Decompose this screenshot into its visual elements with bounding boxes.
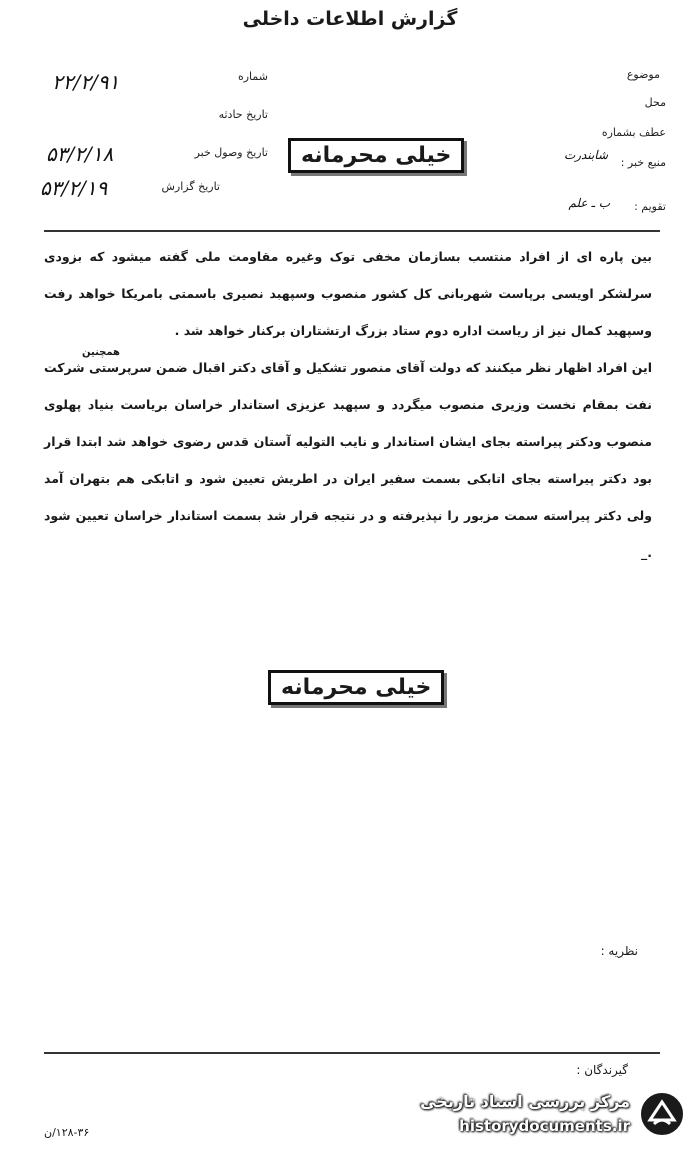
confidential-stamp-top: خیلی محرمانه [288, 138, 464, 173]
report-date-label: تاریخ گزارش [161, 180, 220, 193]
watermark-title: مرکز بررسی اسناد تاریخی [420, 1092, 630, 1111]
footer-code: ۱۲۸-۳۶/ن [44, 1126, 90, 1139]
header-divider [44, 230, 660, 232]
number-value: ۲۲/۲/۹۱ [52, 70, 120, 94]
evaluation-label: تقویم : [634, 200, 666, 213]
watermark [392, 1086, 692, 1144]
archive-logo-icon [638, 1090, 686, 1138]
subject-label: موضوع [626, 68, 660, 81]
report-date-value: ۵۳/۲/۱۹ [40, 176, 108, 200]
place-label: محل [644, 96, 666, 109]
reference-label: عطف بشماره [601, 126, 666, 139]
incident-date-label: تاریخ حادثه [218, 108, 268, 121]
received-date-value: ۵۳/۲/۱۸ [46, 142, 114, 166]
footer-divider [44, 1052, 660, 1054]
document-title: گزارش اطلاعات داخلی [242, 8, 458, 30]
recipients-label: گیرندگان : [576, 1063, 628, 1077]
source-value: شابندرت [563, 148, 608, 162]
body-paragraph-1: بین پاره ای از افراد منتسب بسازمان مخفی توک وغیره مقاومت ملی گفته میشود که بزودی سرلشکر اویسی برپاست شهربانی کل کشور منصوب وسپهبد نصیری باسمتی بامریکا خواهد رفت وسپهبد کمال نیز از ریاست اداره دوم ستاد بزرگ ارتشتاران برکنار خواهد شد . [44, 249, 652, 338]
number-label: شماره [237, 70, 268, 83]
watermark-url: historydocuments.ir [459, 1117, 630, 1135]
comment-label: نظریه : [600, 944, 638, 958]
confidential-stamp-bottom: خیلی محرمانه [268, 670, 444, 705]
interlinear-note: همچنین [81, 347, 120, 358]
source-label: منبع خبر : [620, 156, 666, 169]
report-body [44, 238, 652, 571]
evaluation-value: ب ـ علم [568, 196, 610, 210]
body-paragraph-2: این افراد اظهار نظر میکنند که دولت آقای منصور تشکیل و آقای دکتر اقبال ضمن سرپرستی شرکت نفت بمقام نخست وزیری منصوب میگردد و سپهبد عزیزی استاندار خراسان بریاست بنیاد پهلوی منصوب ودکتر پیراسته بجای ایشان استاندار و نایب التولیه آستان قدس رضوی خواهد شد ابتدا قرار بود دکتر پیراسته بجای اتابکی بسمت سفیر ایران در اطریش تعیین شود و اتابکی هم بتهران آمد ولی دکتر پیراسته سمت مزبور را نپذیرفته و در نتیجه قرار شد بسمت استاندار خراسان تعیین شود ._ [44, 360, 652, 560]
received-date-label: تاریخ وصول خبر [194, 146, 268, 159]
